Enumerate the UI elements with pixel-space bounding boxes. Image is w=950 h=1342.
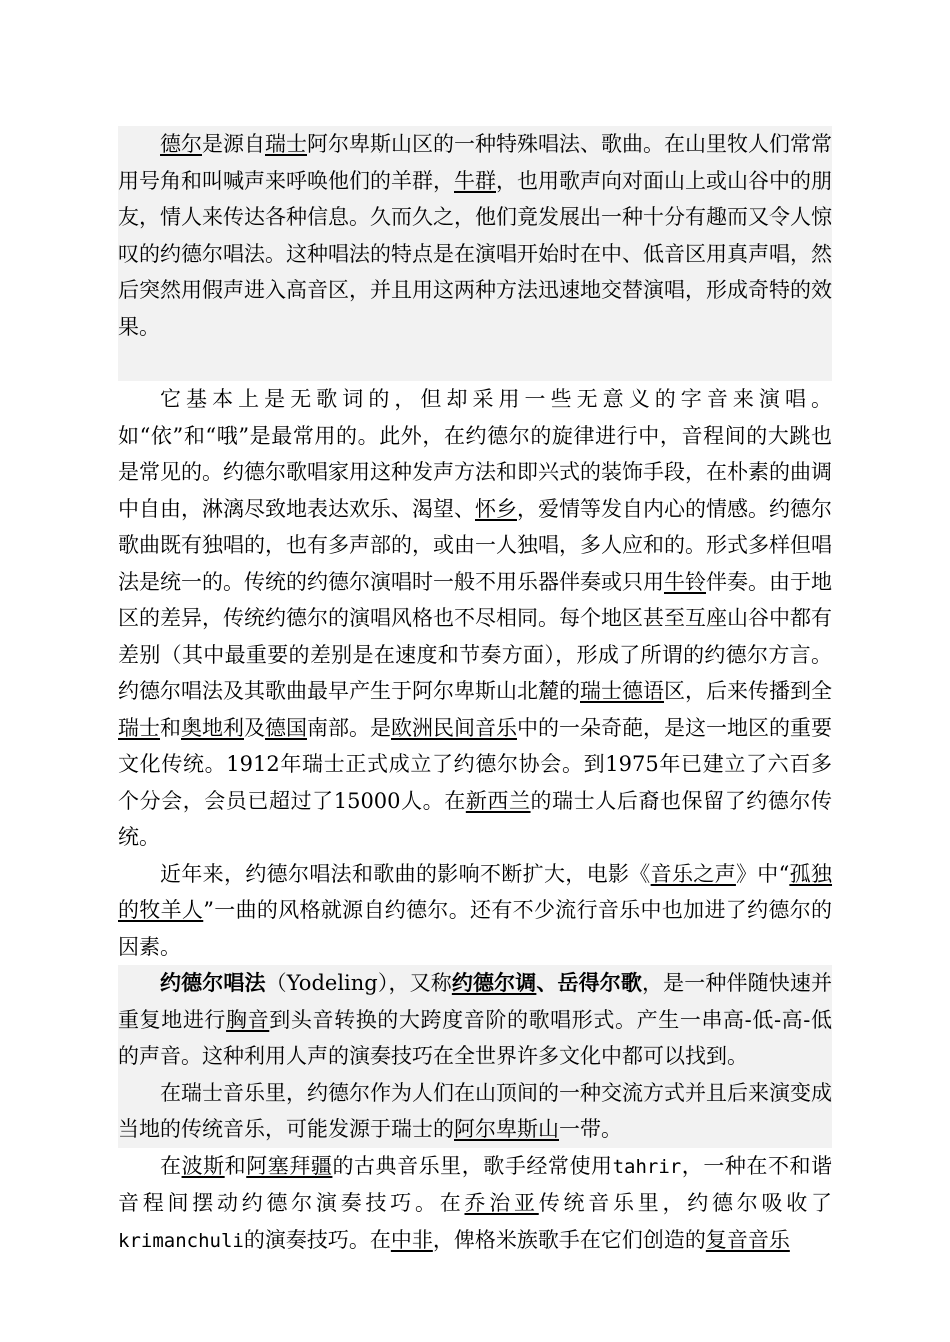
term-yodeling: 约德尔唱法 [160, 970, 266, 995]
text-run: ”一曲的风格就源自约德尔。还有不少流行音乐中也加进了约德尔的因素。 [118, 898, 833, 959]
text-run: 区，后来传播到全 [664, 679, 832, 703]
text-run: 和 [224, 1153, 247, 1178]
text-run: ，俾格米族歌手在它们创造的 [432, 1227, 706, 1252]
paragraph-characteristics [118, 381, 832, 856]
paragraph-influence [118, 856, 832, 966]
link-swiss-german[interactable]: 瑞士德语 [580, 679, 664, 703]
link-yodel-tune[interactable]: 约德尔调 [451, 970, 537, 995]
link-polyphonic-music[interactable]: 复音音乐 [705, 1227, 790, 1252]
paragraph-world-traditions [118, 1148, 832, 1260]
term-yodel-song: 岳得尔歌 [557, 970, 643, 995]
paragraph-gap [118, 345, 832, 381]
text-run: 的古典音乐里，歌手经常使用 [332, 1153, 613, 1178]
link-switzerland-2[interactable]: 瑞士 [118, 715, 160, 740]
link-new-zealand[interactable]: 新西兰 [465, 788, 531, 813]
text-run: 传统音乐里，约德尔吸收了 [538, 1191, 832, 1215]
link-nostalgia[interactable]: 怀乡 [475, 496, 517, 521]
link-switzerland[interactable]: 瑞士 [265, 132, 307, 156]
link-cattle[interactable]: 牛群 [454, 168, 496, 193]
text-run: 的演奏技巧。在 [243, 1227, 391, 1252]
link-european-folk-music[interactable]: 欧洲民间音乐 [391, 715, 517, 740]
link-georgia[interactable]: 乔治亚 [464, 1191, 539, 1215]
link-alps[interactable]: 阿尔卑斯山 [454, 1117, 559, 1141]
text-run: 的瑞士人后裔也保留了约德尔传统。 [118, 788, 832, 849]
text-run: 中的一朵奇葩，是这一地区的重要文化传统。1912年瑞士正式成立了约德尔协会。到1975年已建立了六百多个分会，会员已超过了15000人。在 [118, 715, 832, 813]
link-azerbaijan[interactable]: 阿塞拜疆 [246, 1153, 333, 1178]
text-run: 在 [160, 1153, 182, 1178]
text-run: 伴奏。由于地区的差异，传统约德尔的演唱风格也不尽相同。每个地区甚至互座山谷中都有差别（其中最重要的差别是在速度和节奏方面），形成了所谓的约德尔方言。约德尔唱法及其歌曲最早产生于阿尔卑斯山北麓的 [118, 569, 832, 703]
text-run-latin: tahrir [612, 1155, 682, 1178]
text-run: 、 [536, 970, 558, 995]
text-run: （Yodeling），又称 [265, 971, 452, 995]
text-run: 近年来，约德尔唱法和歌曲的影响不断扩大，电影《 [160, 861, 651, 886]
text-run: ，也用歌声向对面山上或山谷中的朋友，情人来传达各种信息。久而久之，他们竟发展出一种十分有趣而又令人惊叹的约德尔唱法。这种唱法的特点是在演唱开始时在中、低音区用真声唱，然后突然用假声进入高音区，并且用这两种方法迅速地交替演唱，形成奇特的效果。 [118, 168, 832, 339]
link-yodel[interactable]: 德尔 [160, 132, 202, 156]
text-run: 到头音转换的大跨度音阶的歌唱形式。产生一串高-低-高-低的声音。这种利用人声的演奏技巧在全世界许多文化中都可以找到。 [118, 1007, 832, 1068]
link-austria[interactable]: 奥地利 [181, 715, 244, 740]
link-sound-of-music[interactable]: 音乐之声 [650, 861, 736, 886]
link-germany[interactable]: 德国 [265, 715, 307, 740]
text-run: 是源自 [202, 132, 265, 156]
document-body [118, 126, 832, 1259]
text-run: 》中“ [735, 861, 790, 886]
link-chest-voice[interactable]: 胸音 [226, 1007, 270, 1032]
text-run: ，爱情等发自内心的情感。约德尔歌曲既有独唱的，也有多声部的，或由一人独唱，多人应和的。形式多样但唱法是统一的。传统的约德尔演唱时一般不用乐器伴奏或只用 [118, 496, 832, 594]
text-run: ，一种在不和谐音程间摆动约德尔演奏技巧。在 [118, 1153, 833, 1215]
text-run-latin: krimanchuli [118, 1229, 244, 1252]
paragraph-origin [118, 126, 832, 345]
text-run: 阿尔卑斯山区的一种特殊唱法、歌曲。在山里牧人们常常用号角和叫喊声来呼唤他们的羊群， [118, 132, 832, 193]
text-run: 南部。是 [307, 715, 391, 740]
text-run: 及 [244, 715, 265, 740]
link-central-africa[interactable]: 中非 [390, 1227, 433, 1252]
text-run: 在瑞士音乐里，约德尔作为人们在山顶间的一种交流方式并且后来演变成当地的传统音乐，可能发源于瑞士的 [118, 1080, 832, 1141]
link-cowbell[interactable]: 牛铃 [664, 569, 706, 594]
link-persia[interactable]: 波斯 [181, 1153, 225, 1178]
text-run: 一带。 [559, 1117, 622, 1141]
paragraph-swiss-music [118, 1075, 832, 1148]
text-run: 和 [160, 715, 181, 740]
link-lonely-goatherd[interactable]: 孤独的牧羊人 [118, 861, 833, 922]
text-run: 它基本上是无歌词的，但却采用一些无意义的字音来演唱。如“依”和“哦”是最常用的。此外，在约德尔的旋律进行中，音程间的大跳也是常见的。约德尔歌唱家用这种发声方法和即兴式的装饰手段，在朴素的曲调中自由，淋漓尽致地表达欢乐、渴望、 [118, 387, 832, 521]
text-run: ，是一种伴随快速并重复地进行 [118, 971, 833, 1032]
paragraph-definition [118, 965, 832, 1075]
